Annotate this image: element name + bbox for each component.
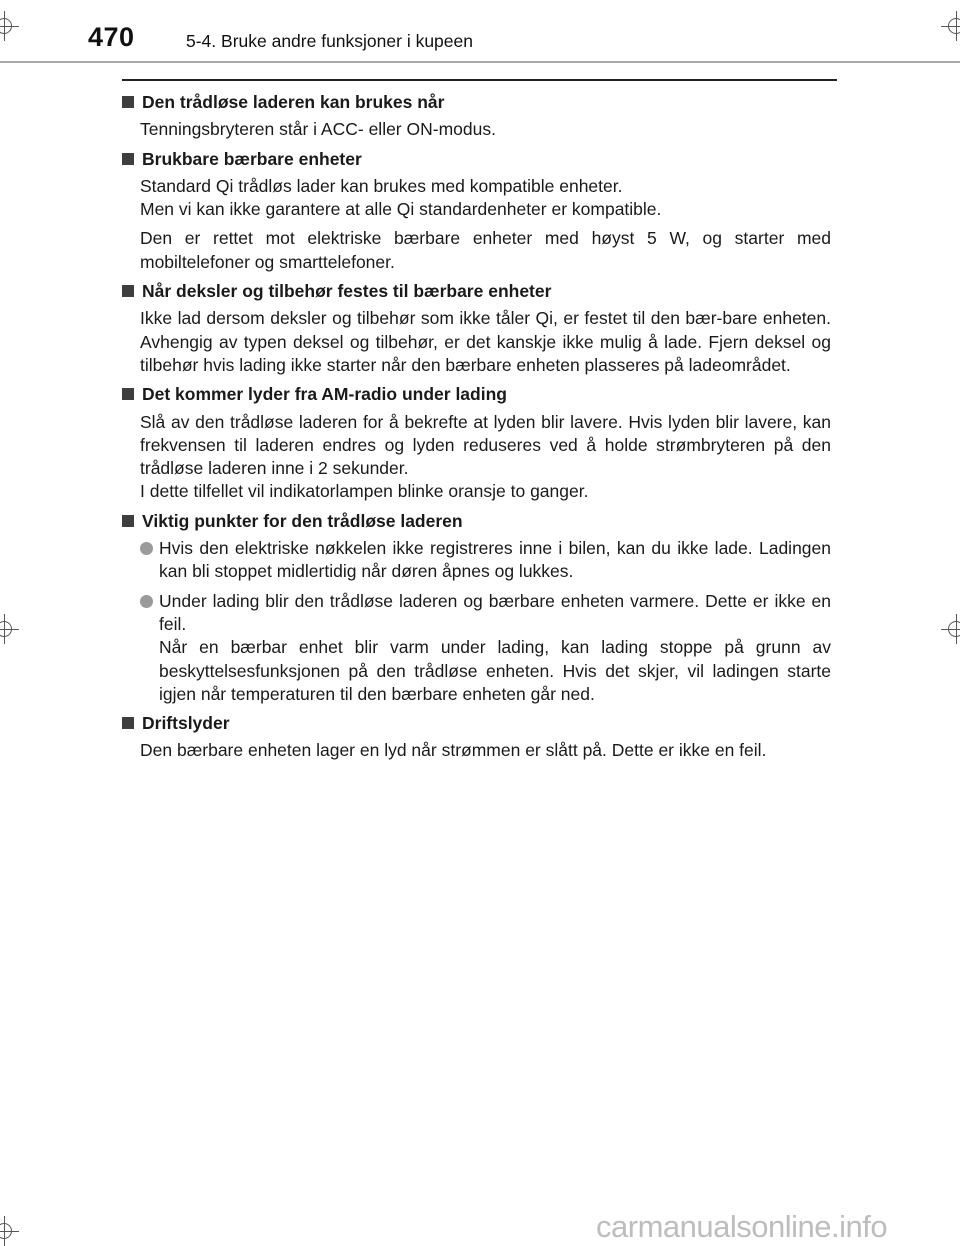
paragraph: [140, 411, 831, 504]
section-heading-text: Det kommer lyder fra AM-radio under lading: [142, 384, 507, 405]
section-heading-text: Driftslyder: [142, 713, 230, 734]
section-title: 5-4. Bruke andre funksjoner i kupeen: [186, 31, 473, 51]
section-am-radio-noise: [116, 383, 831, 503]
section-important-points: [116, 510, 831, 706]
circle-bullet-icon: [140, 542, 153, 555]
registration-mark-icon: [0, 1216, 19, 1246]
section-heading: [116, 91, 831, 114]
bullet-item: [140, 537, 831, 584]
paragraph-line: I dette tilfellet vil indikatorlampen blinke oransje to ganger.: [140, 481, 589, 502]
paragraph-line: Standard Qi trådløs lader kan brukes med kompatible enheter.: [140, 175, 623, 196]
section-heading-text: Viktig punkter for den trådløse laderen: [142, 510, 463, 531]
paragraph-line: Men vi kan ikke garantere at alle Qi standardenheter er kompatible.: [140, 199, 662, 220]
section-heading: [116, 383, 831, 406]
registration-mark-icon: [0, 11, 19, 41]
paragraph-line: Den er rettet mot elektriske bærbare enheter med høyst 5 W, og starter med mobiltelefoner og smarttelefoner.: [140, 228, 831, 272]
circle-bullet-icon: [140, 595, 153, 608]
content-top-rule: [122, 79, 837, 81]
section-heading-text: Den trådløse laderen kan brukes når: [142, 92, 445, 112]
watermark: carmanualsonline.info: [596, 1209, 888, 1244]
section-cases-accessories: [116, 280, 831, 377]
registration-mark-icon: [941, 614, 960, 644]
paragraph: [140, 118, 831, 141]
paragraph: [140, 739, 831, 762]
paragraph-line: Den bærbare enheten lager en lyd når strømmen er slått på. Dette er ikke en feil.: [140, 740, 767, 761]
bullet-text: [159, 590, 831, 706]
square-marker-icon: [122, 96, 134, 108]
registration-mark-icon: [0, 614, 19, 644]
section-heading-text: Når deksler og tilbehør festes til bærbare enheter: [142, 281, 552, 302]
manual-content: [116, 91, 831, 769]
paragraph-line: Ikke lad dersom deksler og tilbehør som ikke tåler Qi, er festet til den bær-bare enheten. Avhengig av typen deksel og tilbehør, er det kanskje ikke mulig å lade. Fjern deksel og tilbehør hvis lading ikke starter når den bærbare enheten plasseres på ladeområdet.: [140, 308, 831, 375]
paragraph: [140, 307, 831, 377]
bullet-line: Under lading blir den trådløse laderen og bærbare enheten varmere. Dette er ikke en feil.: [159, 590, 831, 634]
paragraph-line: Slå av den trådløse laderen for å bekrefte at lyden blir lavere. Hvis lyden blir lavere, kan frekvensen til laderen endres og lyden reduseres ved å holde strømbryteren på den trådløse laderen inne i 2 sekunder.: [140, 411, 831, 479]
section-heading: [116, 712, 831, 735]
section-heading: [116, 510, 831, 533]
page-header: [0, 0, 960, 64]
section-operating-sounds: [116, 712, 831, 763]
square-marker-icon: [122, 515, 134, 527]
paragraph: [140, 227, 831, 274]
square-marker-icon: [122, 717, 134, 729]
paragraph-line: Tenningsbryteren står i ACC- eller ON-modus.: [140, 119, 496, 140]
square-marker-icon: [122, 153, 134, 165]
section-heading-text: Brukbare bærbare enheter: [142, 148, 362, 169]
paragraph: [140, 175, 831, 222]
header-rule: [0, 61, 960, 63]
section-heading: [116, 280, 831, 303]
section-heading: [116, 148, 831, 171]
registration-mark-icon: [941, 11, 960, 41]
square-marker-icon: [122, 285, 134, 297]
section-charger-usable: [116, 91, 831, 142]
section-usable-devices: [116, 148, 831, 274]
page-number: 470: [88, 22, 135, 52]
bullet-line: Når en bærbar enhet blir varm under lading, kan lading stoppe på grunn av beskyttelsesfunksjonen på den trådløse enheten. Hvis det skjer, vil ladingen starte igjen når temperaturen til den bærbare enheten går ned.: [159, 637, 831, 704]
bullet-item: [140, 590, 831, 706]
square-marker-icon: [122, 388, 134, 400]
bullet-text: [159, 537, 831, 584]
bullet-line: Hvis den elektriske nøkkelen ikke registreres inne i bilen, kan du ikke lade. Ladingen kan bli stoppet midlertidig når døren åpnes og lukkes.: [159, 538, 831, 582]
